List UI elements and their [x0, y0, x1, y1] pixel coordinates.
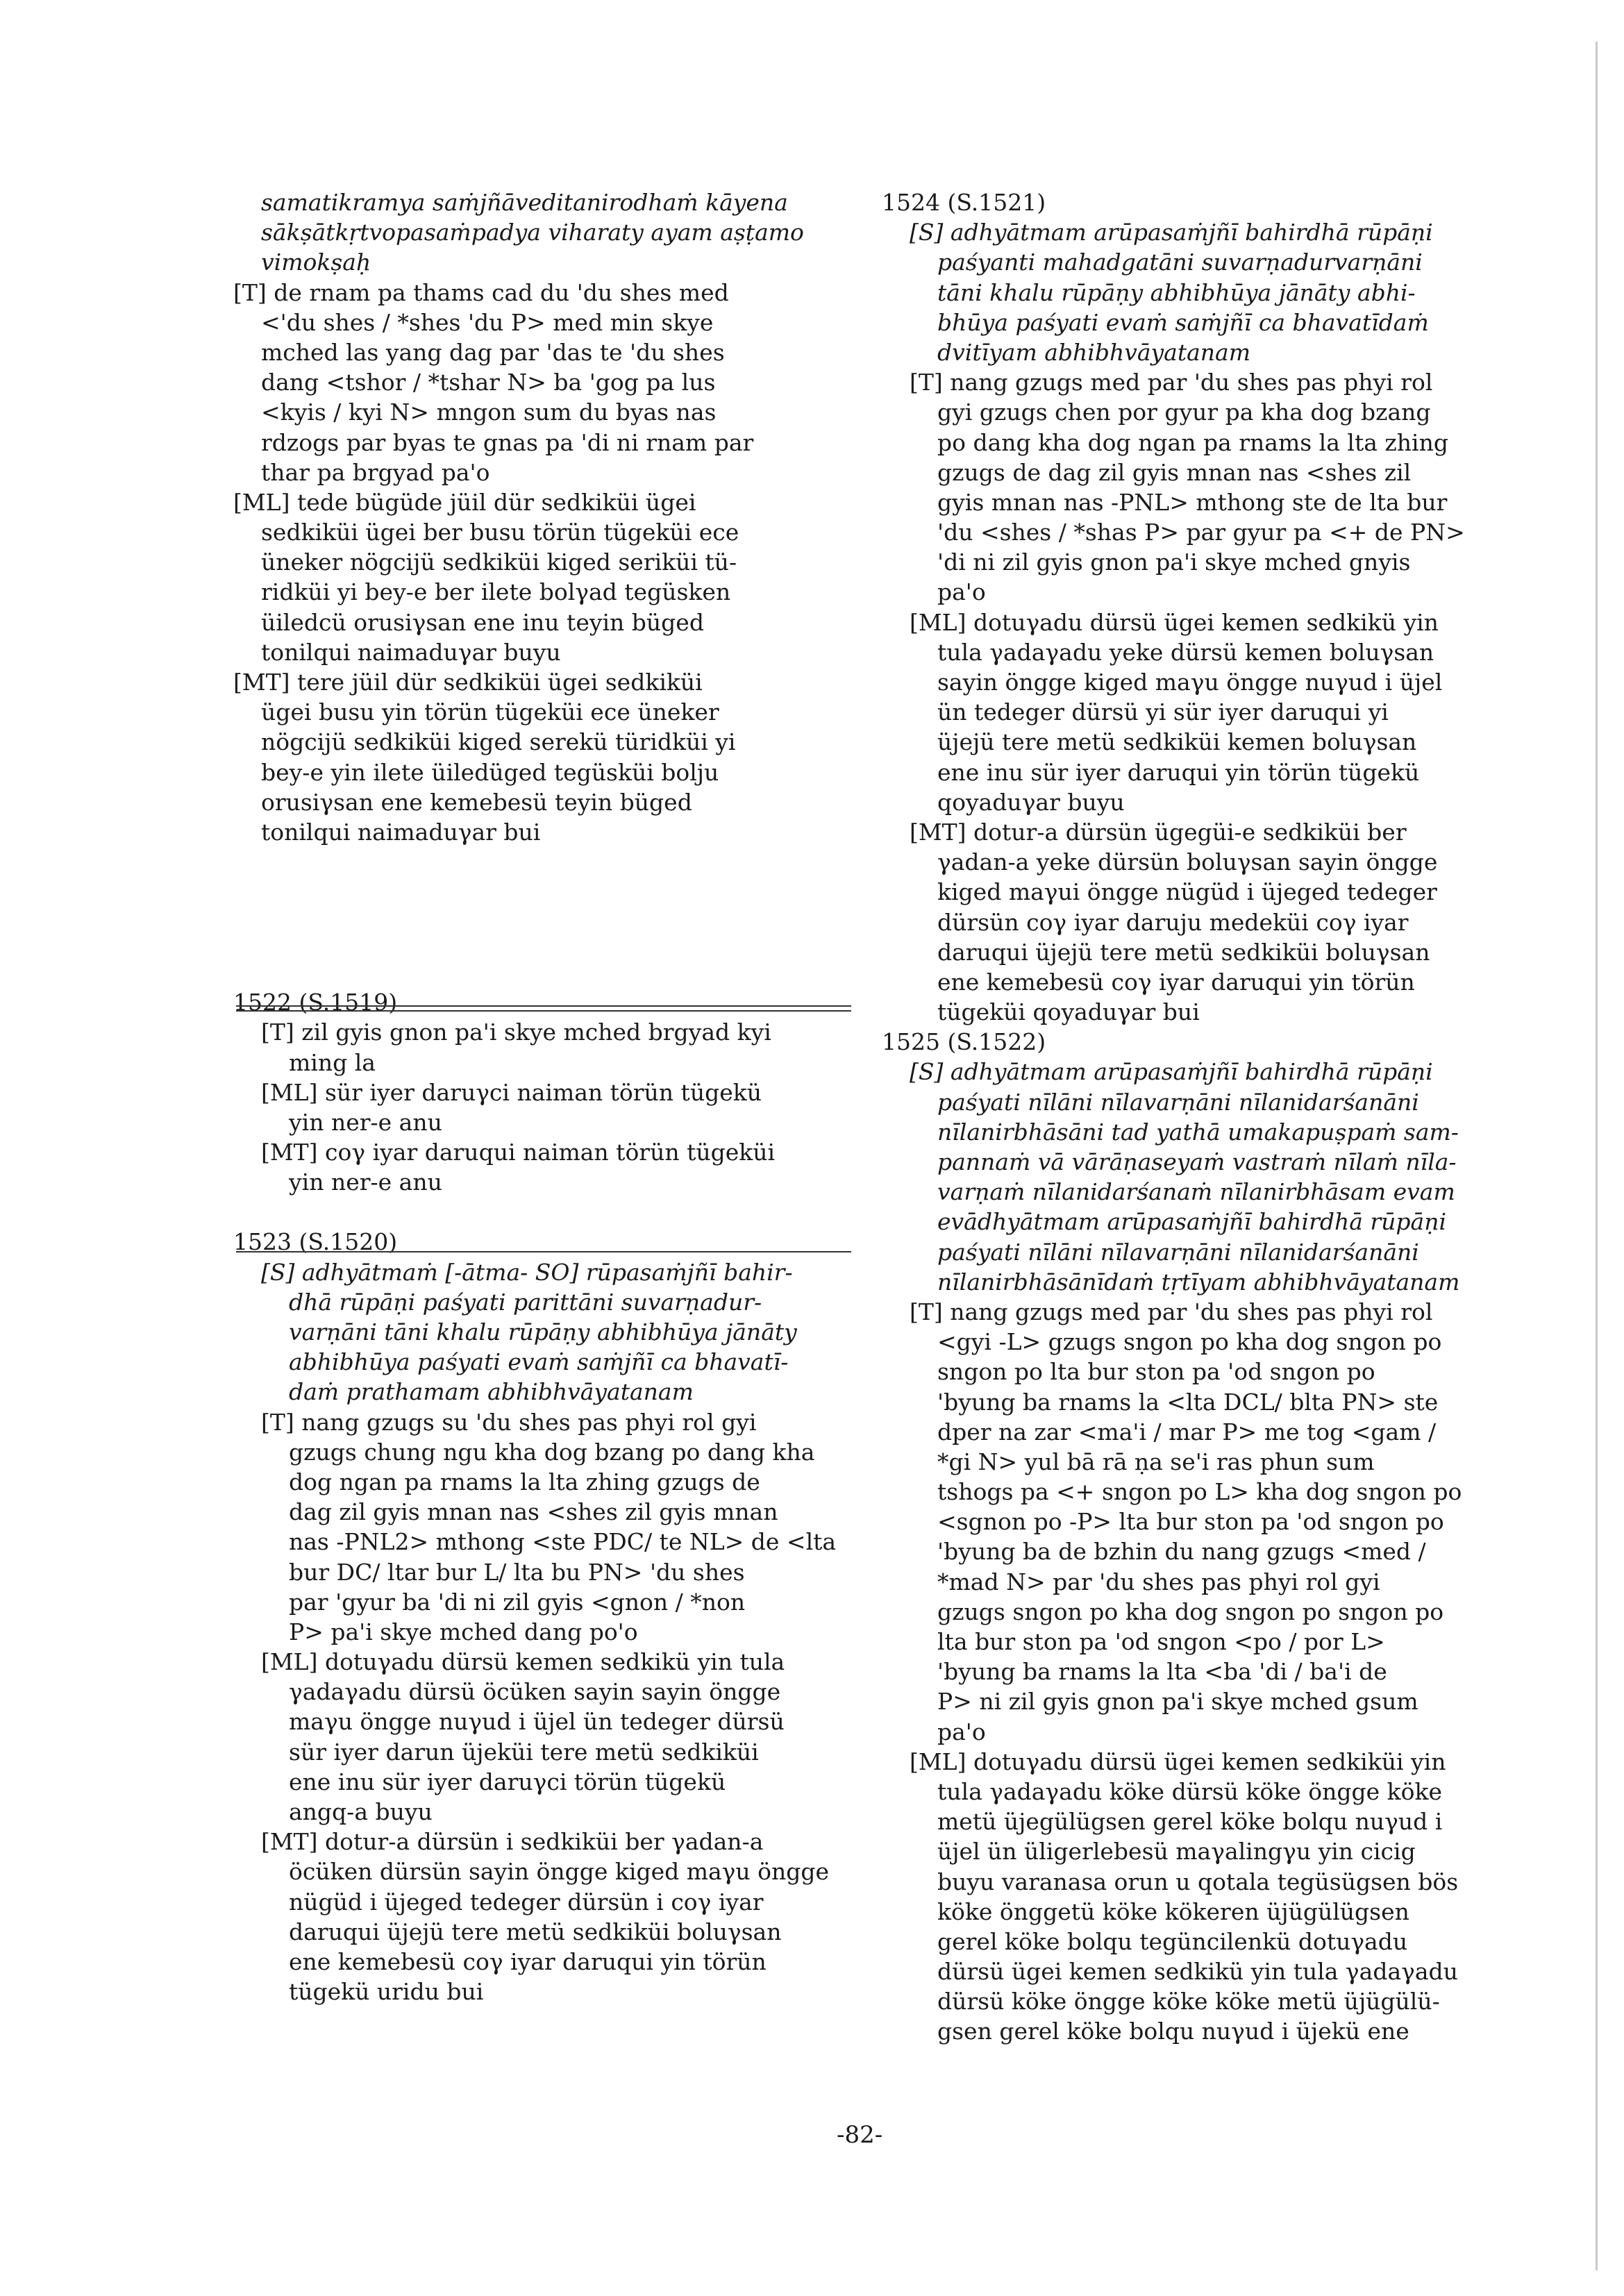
text-line: nügüd i üjeged tedeger dürsün i coγ iyar [289, 1888, 764, 1916]
scan-edge-shadow [1596, 42, 1598, 2270]
text-line: tügekü uridu bui [289, 1978, 484, 2006]
text-line: 'di ni zil gyis gnon pa'i skye mched gnyis [937, 548, 1411, 576]
spacer [233, 1197, 851, 1227]
text-line: tula γadaγadu köke dürsü köke öngge köke [937, 1777, 1443, 1805]
text-line: ene inu sür iyer daruγci törün tügekü [289, 1768, 726, 1795]
text-line: gyi gzugs chen por gyur pa kha dog bzang [937, 399, 1431, 426]
cont-sanskrit-block [233, 187, 851, 278]
text-line: mched las yang dag par 'das te 'du shes [261, 338, 725, 366]
text-line: dhā rūpāṇi paśyati parittāni suvarṇadur- [289, 1288, 762, 1316]
text-line: sür iyer darun üjeküi tere metü sedkiküi [289, 1738, 759, 1766]
text-line: üneker nögcijü sedkiküi kiged seriküi tü- [261, 548, 737, 576]
text-line: kiged maγui öngge nügüd i üjeged tedeger [937, 878, 1437, 906]
text-line: orusiγsan ene kemebesü teyin büged [261, 788, 692, 816]
text-line: nögcijü sedkiküi kiged serekü türidküi yi [261, 728, 736, 756]
text-line: vimokṣaḥ [261, 249, 371, 276]
text-line: nīlanirbhāsāni tad yathā umakapuṣpaṁ sam- [937, 1118, 1459, 1146]
cont-ml-block [233, 487, 851, 667]
text-line: [T] de rnam pa thams cad du 'du shes med [233, 278, 729, 306]
text-line: γadaγadu dürsü öcüken sayin sayin öngge [289, 1678, 781, 1706]
text-line: köke önggetü köke kökeren üjügülügsen [937, 1897, 1409, 1925]
text-line: ene kemebesü coγ iyar daruqui yin törün [289, 1947, 767, 1975]
page-number: -82- [837, 2121, 883, 2149]
spacer [233, 972, 851, 987]
text-line: ene kemebesü coγ iyar daruqui yin törün [937, 968, 1415, 996]
text-line: paśyanti mahadgatāni suvarṇadurvarṇāni [937, 249, 1423, 276]
text-line: [ML] tede bügüde jüil dür sedkiküi ügei [233, 488, 696, 516]
text-line: [ML] dotuγadu dürsü ügei kemen sedkiküi yin [910, 1748, 1446, 1775]
text-line: [ML] sür iyer daruγci naiman törün tügekü [261, 1078, 762, 1106]
text-line: dang <tshor / *tshar N> ba 'gog pa lus [261, 369, 716, 396]
text-line: [T] nang gzugs med par 'du shes pas phyi rol [910, 369, 1433, 396]
text-line: sngon po lta bur ston pa 'od sngon po [937, 1358, 1375, 1386]
text-line: sedkiküi ügei ber busu törün tügeküi ece [261, 519, 739, 546]
cont-tibetan-block [233, 278, 851, 487]
text-line: [T] zil gyis gnon pa'i skye mched brgyad kyi [261, 1019, 771, 1046]
text-line: dag zil gyis mnan nas <shes zil gyis mnan [289, 1498, 778, 1526]
text-line: [S] adhyātmam arūpasaṁjñī bahirdhā rūpāṇi [910, 1058, 1433, 1086]
text-line: bur DC/ ltar bur L/ lta bu PN> 'du shes [289, 1558, 745, 1586]
text-line: P> pa'i skye mched dang po'o [289, 1618, 638, 1645]
text-line: gerel köke bolqu tegüncilenkü dotuγadu [937, 1927, 1408, 1955]
entry-heading: 1523 (S.1520) [233, 1228, 398, 1256]
section-rule [236, 1251, 851, 1252]
text-line: *mad N> par 'du shes pas phyi rol gyi [937, 1568, 1380, 1595]
text-line: 'du <shes / *shas P> par gyur pa <+ de PN> [937, 519, 1465, 546]
cont-mt-block [233, 667, 851, 847]
text-line: abhibhūya paśyati evaṁ saṁjñī ca bhavatī- [289, 1348, 789, 1376]
text-line: paśyati nīlāni nīlavarṇāni nīlanidarśanāni [937, 1238, 1419, 1266]
text-line: gzugs chung ngu kha dog bzang po dang kha [289, 1438, 815, 1466]
left-column [233, 187, 851, 2006]
text-line: [T] nang gzugs med par 'du shes pas phyi rol [910, 1298, 1433, 1325]
text-line: tula γadaγadu yeke dürsü kemen boluγsan [937, 638, 1434, 666]
text-line: bhūya paśyati evaṁ saṁjñī ca bhavatīdaṁ [937, 308, 1429, 336]
text-line: ügei busu yin törün tügeküi ece üneker [261, 698, 719, 726]
text-line: gsen gerel köke bolqu nuγud i üjekü ene [937, 2018, 1409, 2045]
text-line: dvitīyam abhibhvāyatanam [937, 338, 1251, 366]
text-line: maγu öngge nuγud i üjel ün tedeger dürsü [289, 1708, 785, 1736]
text-line: yin ner-e anu [289, 1168, 442, 1196]
text-line: <sgnon po -P> lta bur ston pa 'od sngon po [937, 1508, 1444, 1536]
text-line: nīlanirbhāsānīdaṁ tṛtīyam abhibhvāyatanam [937, 1268, 1460, 1296]
text-line: lta bur ston pa 'od sngon <po / por L> [937, 1628, 1385, 1655]
text-line: daṁ prathamam abhibhvāyatanam [289, 1378, 694, 1406]
text-line: [T] nang gzugs su 'du shes pas phyi rol gyi [261, 1408, 757, 1436]
text-line: rdzogs par byas te gnas pa 'di ni rnam par [261, 428, 754, 456]
text-line: thar pa brgyad pa'o [261, 458, 490, 486]
text-line: pa'o [937, 578, 986, 606]
entry-heading: 1525 (S.1522) [882, 1028, 1046, 1056]
text-line: <'du shes / *shes 'du P> med min skye [261, 308, 714, 336]
text-line: [ML] dotuγadu dürsü kemen sedkikü yin tula [261, 1648, 785, 1676]
text-line: [MT] coγ iyar daruqui naiman törün tügeküi [261, 1139, 776, 1166]
text-line: bey-e yin ilete üiledüged tegüsküi bolju [261, 758, 719, 786]
text-line: tshogs pa <+ sngon po L> kha dog sngon po [937, 1478, 1462, 1506]
text-line: dürsün coγ iyar daruju medeküi coγ iyar [937, 908, 1409, 936]
text-line: [MT] dotur-a dürsün ügegüi-e sedkiküi ber [910, 818, 1407, 846]
text-line: sākṣātkṛtvopasaṁpadya viharaty ayam aṣṭamo [261, 219, 804, 246]
text-line: *gi N> yul bā rā ṇa se'i ras phun sum [937, 1448, 1375, 1475]
text-line: tāni khalu rūpāṇy abhibhūya jānāty abhi- [937, 278, 1416, 306]
text-line: nas -PNL2> mthong <ste PDC/ te NL> de <lta [289, 1528, 837, 1556]
text-line: üjel ün üligerlebesü maγalingγu yin cicig [937, 1838, 1416, 1866]
text-line: evādhyātmam arūpasaṁjñī bahirdhā rūpāṇi [937, 1208, 1447, 1236]
text-line: üiledcü orusiγsan ene inu teyin büged [261, 608, 704, 636]
text-line: metü üjegülügsen gerel köke bolqu nuγud i [937, 1808, 1443, 1836]
text-line: samatikramya saṁjñāveditanirodhaṁ kāyena [261, 189, 788, 216]
text-line: üjejü tere metü sedkiküi kemen boluγsan [937, 728, 1417, 756]
text-line: yin ner-e anu [289, 1108, 442, 1136]
right-column [882, 187, 1507, 2047]
text-line: [S] adhyātmaṁ [-ātma- SO] rūpasaṁjñī bahir- [261, 1258, 793, 1286]
text-line: qoyaduγar buyu [937, 788, 1125, 816]
entry-1524 [882, 187, 1507, 1027]
text-line: tonilqui naimaduγar buyu [261, 638, 561, 666]
text-line: pa'o [937, 1718, 986, 1745]
text-line: ridküi yi bey-e ber ilete bolγad tegüsken [261, 578, 731, 606]
text-line: gyis mnan nas -PNL> mthong ste de lta bur [937, 488, 1448, 516]
text-line: <gyi -L> gzugs sngon po kha dog sngon po [937, 1328, 1442, 1356]
text-line: pannaṁ vā vārāṇaseyaṁ vastraṁ nīlaṁ nīla- [937, 1148, 1457, 1175]
text-line: ming la [289, 1048, 376, 1076]
text-line: varṇaṁ nīlanidarśanaṁ nīlanirbhāsam evam [937, 1178, 1455, 1206]
text-line: dürsü köke öngge köke köke metü üjügülü- [937, 1988, 1440, 2016]
text-line: dper na zar <ma'i / mar P> me tog <gam / [937, 1418, 1437, 1446]
entry-heading: 1524 (S.1521) [882, 189, 1046, 216]
section-rule [236, 1010, 851, 1012]
text-line: <kyis / kyi N> mngon sum du byas nas [261, 399, 717, 426]
text-line: gzugs sngon po kha dog sngon po sngon po [937, 1598, 1444, 1625]
entry-1523 [233, 1227, 851, 2006]
spacer [233, 847, 851, 972]
text-line: [MT] tere jüil dür sedkiküi ügei sedkiküi [233, 669, 703, 696]
text-line: [ML] dotuγadu dürsü ügei kemen sedkikü yin [910, 608, 1439, 636]
text-line: 'byung ba rnams la <lta DCL/ blta PN> ste [937, 1388, 1439, 1416]
text-line: P> ni zil gyis gnon pa'i skye mched gsum [937, 1688, 1418, 1716]
text-line: [S] adhyātmam arūpasaṁjñī bahirdhā rūpāṇi [910, 219, 1433, 246]
text-line: daruqui üjejü tere metü sedkiküi boluγsan [289, 1918, 782, 1945]
text-line: ene inu sür iyer daruqui yin törün tügekü [937, 758, 1420, 786]
text-line: γadan-a yeke dürsün boluγsan sayin öngge [937, 848, 1438, 876]
text-line: paśyati nīlāni nīlavarṇāni nīlanidarśanāni [937, 1088, 1419, 1116]
entry-heading: 1522 (S.1519) [233, 989, 398, 1016]
entry-1522 [233, 987, 851, 1197]
text-line: dürsü ügei kemen sedkikü yin tula γadaγadu [937, 1958, 1458, 1986]
text-line: tonilqui naimaduγar bui [261, 818, 541, 846]
text-line: öcüken dürsün sayin öngge kiged maγu öngge [289, 1858, 830, 1886]
entry-1525 [882, 1027, 1507, 2046]
section-rule [236, 1005, 851, 1007]
text-line: par 'gyur ba 'di ni zil gyis <gnon / *non [289, 1588, 746, 1616]
text-line: 'byung ba rnams la lta <ba 'di / ba'i de [937, 1658, 1387, 1686]
text-line: angq-a buyu [289, 1798, 433, 1825]
text-line: tügeküi qoyaduγar bui [937, 998, 1200, 1026]
text-line: dog ngan pa rnams la lta zhing gzugs de [289, 1468, 760, 1495]
text-line: buyu varanasa orun u qotala tegüsügsen bös [937, 1868, 1459, 1895]
text-line: po dang kha dog ngan pa rnams la lta zhing [937, 428, 1448, 456]
text-line: daruqui üjejü tere metü sedkiküi boluγsan [937, 938, 1430, 966]
text-line: sayin öngge kiged maγu öngge nuγud i üjel [937, 669, 1443, 696]
text-line: gzugs de dag zil gyis mnan nas <shes zil [937, 458, 1412, 486]
text-line: 'byung ba de bzhin du nang gzugs <med / [937, 1538, 1426, 1566]
text-line: ün tedeger dürsü yi sür iyer daruqui yi [937, 698, 1389, 726]
text-line: varṇāni tāni khalu rūpāṇy abhibhūya jānāty [289, 1318, 797, 1346]
text-line: [MT] dotur-a dürsün i sedkiküi ber γadan-a [261, 1828, 764, 1856]
